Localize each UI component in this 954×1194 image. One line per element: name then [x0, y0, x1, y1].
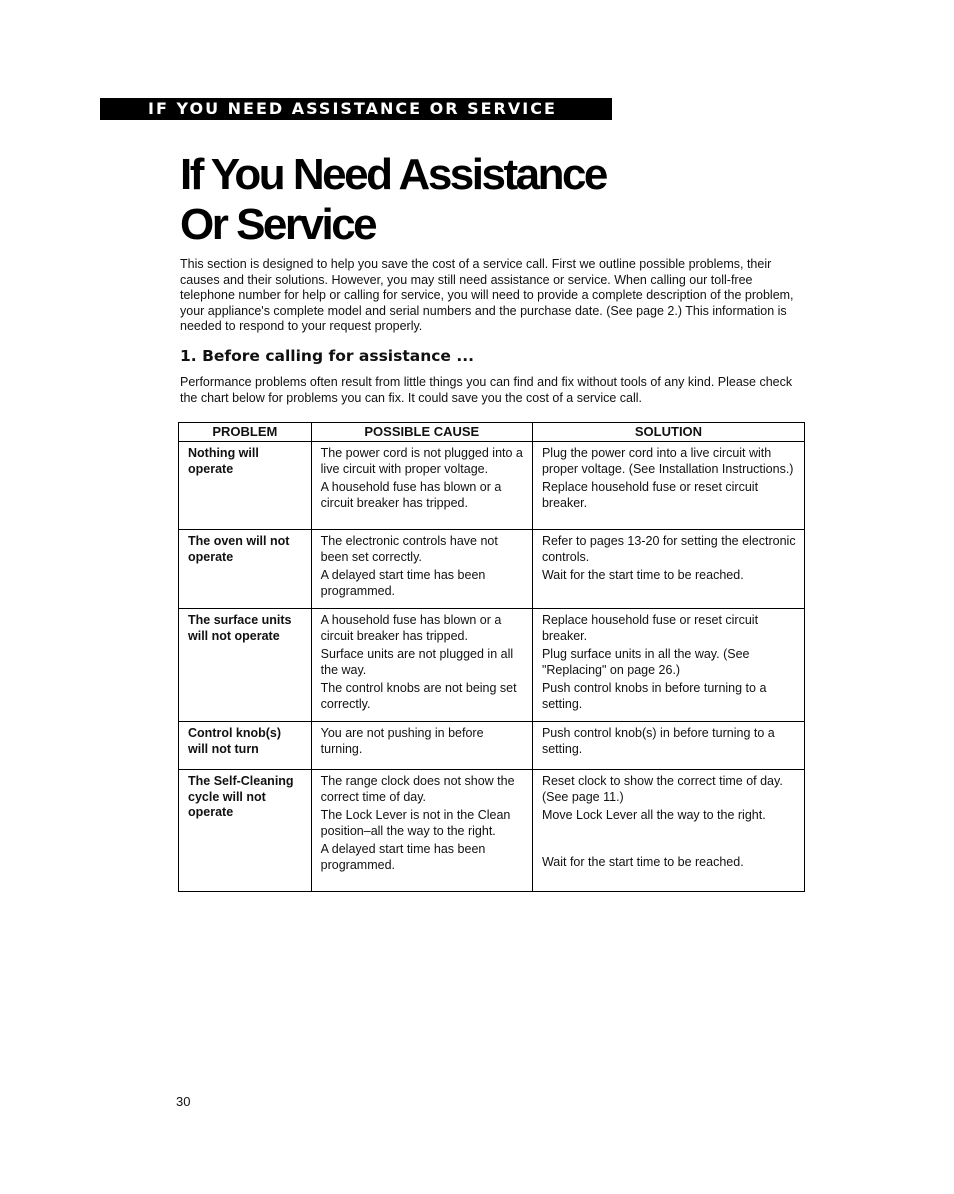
solution-item: Plug the power cord into a live circuit with proper voltage. (See Installation Instructions.) — [541, 446, 794, 476]
solution-item: Wait for the start time to be reached. — [541, 568, 744, 582]
header-solution: SOLUTION — [532, 423, 804, 442]
solution-item: Push control knobs in before turning to a setting. — [541, 681, 767, 711]
solution-item: Replace household fuse or reset circuit breaker. — [541, 480, 759, 510]
cause-item: A household fuse has blown or a circuit breaker has tripped. — [320, 480, 502, 510]
intro-paragraph: This section is designed to help you save the cost of a service call. First we outline possible problems, their causes and their solutions. However, you may still need assistance or service. When calling our toll-free telephone number for help or calling for service, you will need to provide a complete description of the problem, your appliance's complete model and serial numbers and the purchase date. (See page 2.) This information is needed to respond to your request properly. — [180, 257, 794, 333]
cause-item: A delayed start time has been programmed. — [320, 568, 486, 598]
cause-item: A household fuse has blown or a circuit breaker has tripped. — [320, 613, 502, 643]
problem-cell: The surface units will not operate — [179, 609, 312, 722]
cause-item: A delayed start time has been programmed. — [320, 842, 486, 872]
solution-cell — [532, 442, 804, 530]
cause-item: The Lock Lever is not in the Clean position–all the way to the right. — [320, 808, 511, 838]
problem-cell: Nothing will operate — [179, 442, 312, 530]
solution-item: Reset clock to show the correct time of day. (See page 11.) — [541, 774, 783, 804]
table-row — [179, 442, 805, 530]
cause-item: Surface units are not plugged in all the way. — [320, 647, 514, 677]
table-row — [179, 530, 805, 609]
cause-cell — [311, 770, 532, 892]
page-title-line-2: Or Service — [180, 200, 376, 249]
solution-item: Push control knob(s) in before turning to a setting. — [541, 726, 775, 756]
header-possible-cause: POSSIBLE CAUSE — [311, 423, 532, 442]
solution-item: Refer to pages 13-20 for setting the electronic controls. — [541, 534, 796, 564]
problem-cell: The Self-Cleaning cycle will not operate — [179, 770, 312, 892]
solution-item: Move Lock Lever all the way to the right. — [541, 808, 766, 822]
cause-item: The power cord is not plugged into a live circuit with proper voltage. — [320, 446, 523, 476]
section-banner: IF YOU NEED ASSISTANCE OR SERVICE — [100, 98, 612, 120]
section-heading: 1. Before calling for assistance ... — [180, 347, 475, 365]
table-row — [179, 722, 805, 770]
table-row — [179, 770, 805, 892]
cause-item: You are not pushing in before turning. — [320, 726, 484, 756]
solution-cell — [532, 609, 804, 722]
table-row — [179, 609, 805, 722]
page-title — [180, 150, 606, 250]
cause-cell — [311, 609, 532, 722]
troubleshooting-table — [178, 422, 805, 892]
header-problem: PROBLEM — [179, 423, 312, 442]
cause-item: The range clock does not show the correct time of day. — [320, 774, 515, 804]
cause-cell — [311, 442, 532, 530]
page-number: 30 — [176, 1094, 191, 1109]
section-paragraph: Performance problems often result from little things you can find and fix without tools of any kind. Please check the chart below for problems you can fix. It could save you the cost of a service call. — [180, 375, 793, 405]
solution-item: Plug surface units in all the way. (See "Replacing" on page 26.) — [541, 647, 750, 677]
solution-cell — [532, 530, 804, 609]
cause-item: The control knobs are not being set correctly. — [320, 681, 517, 711]
solution-item: Wait for the start time to be reached. — [541, 854, 744, 869]
cause-cell — [311, 530, 532, 609]
cause-item: The electronic controls have not been set correctly. — [320, 534, 498, 564]
solution-cell — [532, 770, 804, 892]
cause-cell — [311, 722, 532, 770]
problem-cell: Control knob(s) will not turn — [179, 722, 312, 770]
table-header-row — [179, 423, 805, 442]
problem-cell: The oven will not operate — [179, 530, 312, 609]
solution-item: Replace household fuse or reset circuit breaker. — [541, 613, 759, 643]
solution-cell — [532, 722, 804, 770]
page-title-line-1: If You Need Assistance — [180, 150, 606, 199]
